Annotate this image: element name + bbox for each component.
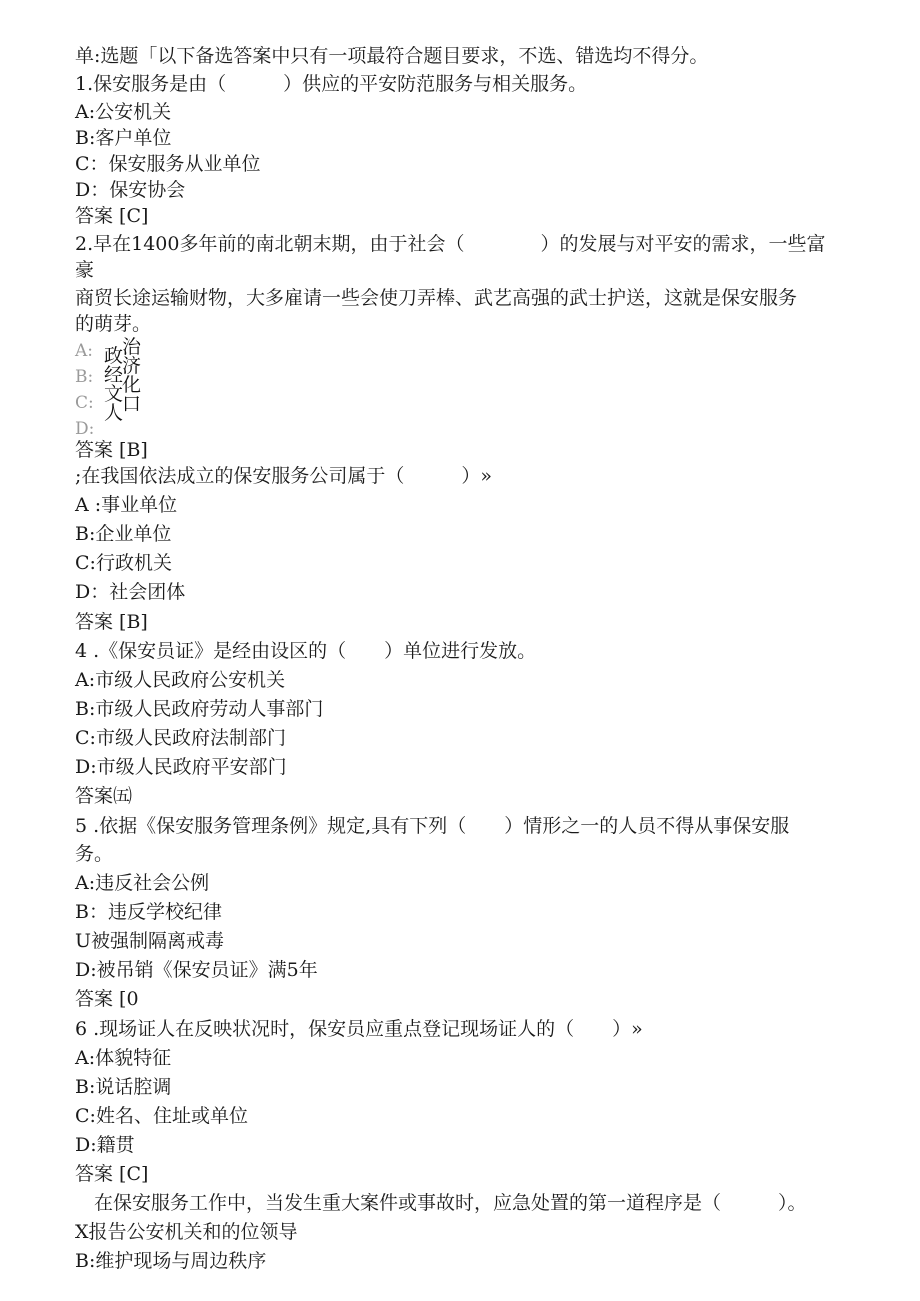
q4-stem: 4 .《保安员证》是经由设区的（ ）单位进行发放。 bbox=[75, 640, 537, 662]
q1-option-d: D：保安协会 bbox=[75, 179, 186, 201]
q2-stem-line1: 2.早在1400多年前的南北朝末期，由于社会（ ）的发展与对平安的需求，一些富 bbox=[75, 233, 826, 255]
q2-label-d: D: bbox=[75, 419, 95, 439]
q4-option-a: A:市级人民政府公安机关 bbox=[75, 669, 286, 691]
q6-option-c: C:姓名、住址或单位 bbox=[75, 1105, 248, 1127]
q2-char: 化 bbox=[122, 374, 142, 396]
q5-option-c: U被强制隔离戒毒 bbox=[75, 930, 225, 952]
section-header: 单:选题「以下备选答案中只有一项最符合题目要求，不选、错选均不得分。 bbox=[75, 45, 709, 67]
q5-stem-line1: 5 .依据《保安服务管理条例》规定,具有下列（ ）情形之一的人员不得从事保安服 bbox=[75, 815, 790, 837]
q2-char: 治 bbox=[122, 336, 142, 358]
q2-char: 政 bbox=[104, 345, 124, 367]
q2-char: 文 bbox=[104, 383, 124, 405]
q3-option-b: B:企业单位 bbox=[75, 523, 172, 545]
q4-option-b: B:市级人民政府劳动人事部门 bbox=[75, 698, 324, 720]
q2-label-c: C: bbox=[75, 393, 94, 413]
q1-stem: 1.保安服务是由（ ）供应的平安防范服务与相关服务。 bbox=[75, 73, 588, 95]
q2-stem-line3: 商贸长途运输财物，大多雇请一些会使刀弄棒、武艺高强的武士护送，这就是保安服务 bbox=[75, 287, 798, 309]
q1-answer: 答案 [C] bbox=[75, 205, 149, 227]
q1-option-c: C：保安服务从业单位 bbox=[75, 153, 261, 175]
q5-option-b: B：违反学校纪律 bbox=[75, 901, 222, 923]
q2-char: 人 bbox=[104, 402, 124, 424]
q3-stem: ;在我国依法成立的保安服务公司属于（ ）» bbox=[75, 465, 493, 487]
q6-option-d: D:籍贯 bbox=[75, 1134, 135, 1156]
q4-option-d: D:市级人民政府平安部门 bbox=[75, 756, 287, 778]
q2-option-left-column bbox=[104, 347, 123, 423]
q4-option-c: C:市级人民政府法制部门 bbox=[75, 727, 286, 749]
q2-answer: 答案 [B] bbox=[75, 439, 148, 461]
q2-label-a: A: bbox=[75, 341, 94, 361]
q7-option-a: X报告公安机关和的位领导 bbox=[75, 1221, 298, 1243]
q2-char: 口 bbox=[122, 393, 142, 415]
q5-stem-line2: 务。 bbox=[75, 843, 114, 865]
q2-char: 济 bbox=[122, 355, 142, 377]
q2-stem-line4: 的萌芽。 bbox=[75, 313, 152, 335]
q4-answer: 答案㈤ bbox=[75, 785, 133, 807]
q5-option-d: D:被吊销《保安员证》满5年 bbox=[75, 959, 318, 981]
q6-answer: 答案 [C] bbox=[75, 1163, 149, 1185]
q6-option-b: B:说话腔调 bbox=[75, 1076, 172, 1098]
q7-stem: 在保安服务工作中，当发生重大案件或事故时，应急处置的第一道程序是（ ）。 bbox=[75, 1192, 807, 1214]
q1-option-a: A:公安机关 bbox=[75, 101, 172, 123]
q7-option-b: B:维护现场与周边秩序 bbox=[75, 1250, 267, 1272]
q3-option-a: A :事业单位 bbox=[75, 494, 178, 516]
q2-stem-line2: 豪 bbox=[75, 259, 95, 281]
q2-char: 经 bbox=[104, 364, 124, 386]
q5-answer: 答案 [0 bbox=[75, 988, 139, 1010]
q5-option-a: A:违反社会公例 bbox=[75, 872, 210, 894]
q1-option-b: B:客户单位 bbox=[75, 127, 172, 149]
q2-option-labels bbox=[75, 338, 94, 442]
q6-option-a: A:体貌特征 bbox=[75, 1047, 172, 1069]
q2-label-b: B: bbox=[75, 367, 94, 387]
q3-answer: 答案 [B] bbox=[75, 611, 148, 633]
q3-option-c: C:行政机关 bbox=[75, 552, 172, 574]
q3-option-d: D：社会团体 bbox=[75, 581, 186, 603]
q6-stem: 6 .现场证人在反映状况时，保安员应重点登记现场证人的（ ）» bbox=[75, 1018, 643, 1040]
q2-option-right-column bbox=[122, 338, 141, 414]
